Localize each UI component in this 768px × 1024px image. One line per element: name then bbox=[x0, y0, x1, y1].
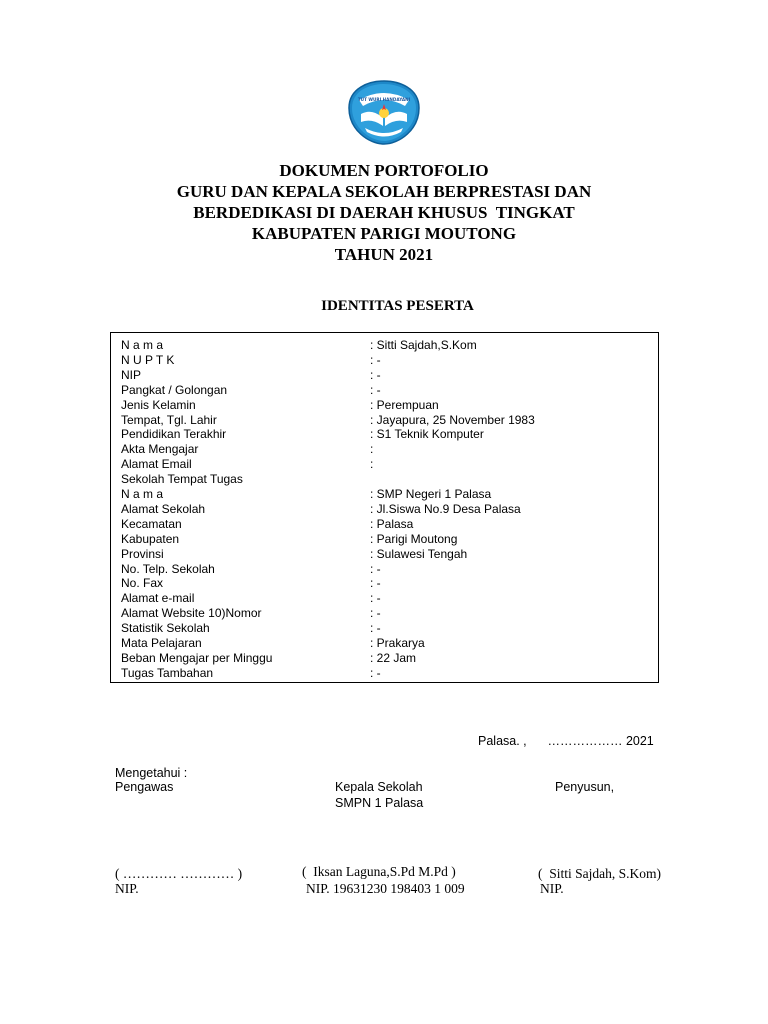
identity-value: : Prakarya bbox=[370, 636, 425, 650]
identity-value: : - bbox=[370, 352, 381, 367]
identity-label: No. Telp. Sekolah bbox=[121, 561, 215, 576]
identity-row bbox=[121, 636, 654, 651]
identity-label: Statistik Sekolah bbox=[121, 621, 210, 636]
title-line: KABUPATEN PARIGI MOUTONG bbox=[251, 224, 517, 243]
supervisor-name: ( ………… ………… ) bbox=[115, 866, 243, 881]
supervisor-nip: NIP. bbox=[115, 881, 139, 896]
identity-label: Alamat Email bbox=[121, 457, 192, 472]
identity-row bbox=[121, 487, 654, 502]
author-nip: NIP. bbox=[540, 881, 564, 896]
identity-label: N U P T K bbox=[121, 352, 175, 367]
logo-motto: TUT WURI HANDAYANI bbox=[357, 97, 411, 102]
identity-value: : - bbox=[370, 561, 381, 576]
identity-label: Alamat e-mail bbox=[121, 591, 195, 606]
identity-row bbox=[121, 442, 654, 457]
identity-row bbox=[121, 398, 654, 413]
identity-value: : S1 Teknik Komputer bbox=[370, 427, 484, 442]
identity-value: : Palasa bbox=[370, 516, 414, 531]
identity-value: : Sitti Sajdah,S.Kom bbox=[370, 338, 477, 352]
document-title bbox=[0, 160, 768, 265]
identity-label: Pendidikan Terakhir bbox=[121, 427, 227, 442]
identity-value: : - bbox=[370, 576, 381, 591]
identity-row bbox=[121, 383, 654, 398]
identity-label: Alamat Sekolah bbox=[121, 501, 206, 516]
place-date: Palasa. , ……………… 2021 bbox=[478, 734, 654, 748]
identity-value: : Sulawesi Tengah bbox=[370, 546, 468, 561]
identity-row bbox=[121, 576, 654, 591]
identity-label: N a m a bbox=[121, 487, 164, 501]
identity-label: Kecamatan bbox=[121, 516, 182, 531]
identity-value: : Parigi Moutong bbox=[370, 531, 458, 546]
identity-value: : bbox=[370, 442, 374, 457]
identity-value: : - bbox=[370, 591, 381, 606]
identity-value: : - bbox=[370, 665, 381, 680]
acknowledged-label: Mengetahui : bbox=[115, 766, 188, 780]
identity-label: Alamat Website 10)Nomor bbox=[121, 606, 262, 621]
identity-label: Pangkat / Golongan bbox=[121, 382, 228, 397]
title-line: DOKUMEN PORTOFOLIO bbox=[279, 161, 489, 180]
author-name: ( Sitti Sajdah, S.Kom) bbox=[538, 866, 662, 881]
identity-row bbox=[121, 502, 654, 517]
identity-row bbox=[121, 338, 654, 353]
identity-row bbox=[121, 413, 654, 428]
identity-row bbox=[121, 606, 654, 621]
identity-label: No. Fax bbox=[121, 576, 164, 591]
identity-row bbox=[121, 666, 654, 681]
identity-row bbox=[121, 621, 654, 636]
identity-label: Jenis Kelamin bbox=[121, 397, 196, 412]
identity-row bbox=[121, 532, 654, 547]
identity-label: Provinsi bbox=[121, 546, 164, 561]
title-line: BERDEDIKASI DI DAERAH KHUSUS TINGKAT bbox=[193, 203, 575, 222]
identity-value: : Perempuan bbox=[370, 397, 439, 412]
author-title: Penyusun, bbox=[555, 780, 615, 794]
identity-row bbox=[121, 472, 654, 487]
identity-row bbox=[121, 457, 654, 472]
identity-label: Kabupaten bbox=[121, 531, 180, 546]
identity-row bbox=[121, 517, 654, 532]
tut-wuri-handayani-logo bbox=[347, 80, 421, 146]
supervisor-title: Pengawas bbox=[115, 780, 174, 794]
identity-value: : - bbox=[370, 621, 381, 636]
identity-label: Akta Mengajar bbox=[121, 442, 199, 457]
section-title: IDENTITAS PESERTA bbox=[321, 298, 474, 314]
identity-row bbox=[121, 591, 654, 606]
identity-value: : 22 Jam bbox=[370, 650, 417, 665]
title-line: TAHUN 2021 bbox=[334, 245, 434, 264]
identity-row bbox=[121, 562, 654, 577]
identity-label: Mata Pelajaran bbox=[121, 636, 202, 650]
identity-row bbox=[121, 427, 654, 442]
identity-table bbox=[110, 332, 659, 683]
principal-school: SMPN 1 Palasa bbox=[335, 796, 424, 810]
identity-label: N a m a bbox=[121, 338, 164, 352]
title-line: GURU DAN KEPALA SEKOLAH BERPRESTASI DAN bbox=[176, 182, 592, 201]
identity-row bbox=[121, 353, 654, 368]
identity-label: NIP bbox=[121, 367, 142, 382]
identity-row bbox=[121, 547, 654, 562]
identity-value: : Jl.Siswa No.9 Desa Palasa bbox=[370, 501, 521, 516]
principal-nip: NIP. 19631230 198403 1 009 bbox=[306, 881, 465, 896]
principal-name: ( Iksan Laguna,S.Pd M.Pd ) bbox=[302, 864, 456, 879]
identity-label: Beban Mengajar per Minggu bbox=[121, 650, 273, 665]
identity-value: : - bbox=[370, 382, 381, 397]
identity-label: Tugas Tambahan bbox=[121, 665, 214, 680]
identity-row bbox=[121, 368, 654, 383]
identity-label: Tempat, Tgl. Lahir bbox=[121, 412, 217, 427]
identity-value: : - bbox=[370, 367, 381, 382]
identity-row bbox=[121, 651, 654, 666]
principal-title: Kepala Sekolah bbox=[335, 780, 423, 794]
identity-value: : - bbox=[370, 606, 381, 621]
identity-value: : SMP Negeri 1 Palasa bbox=[370, 487, 492, 501]
identity-value: : Jayapura, 25 November 1983 bbox=[370, 412, 535, 427]
identity-label: Sekolah Tempat Tugas bbox=[121, 472, 243, 487]
identity-value: : bbox=[370, 457, 374, 472]
